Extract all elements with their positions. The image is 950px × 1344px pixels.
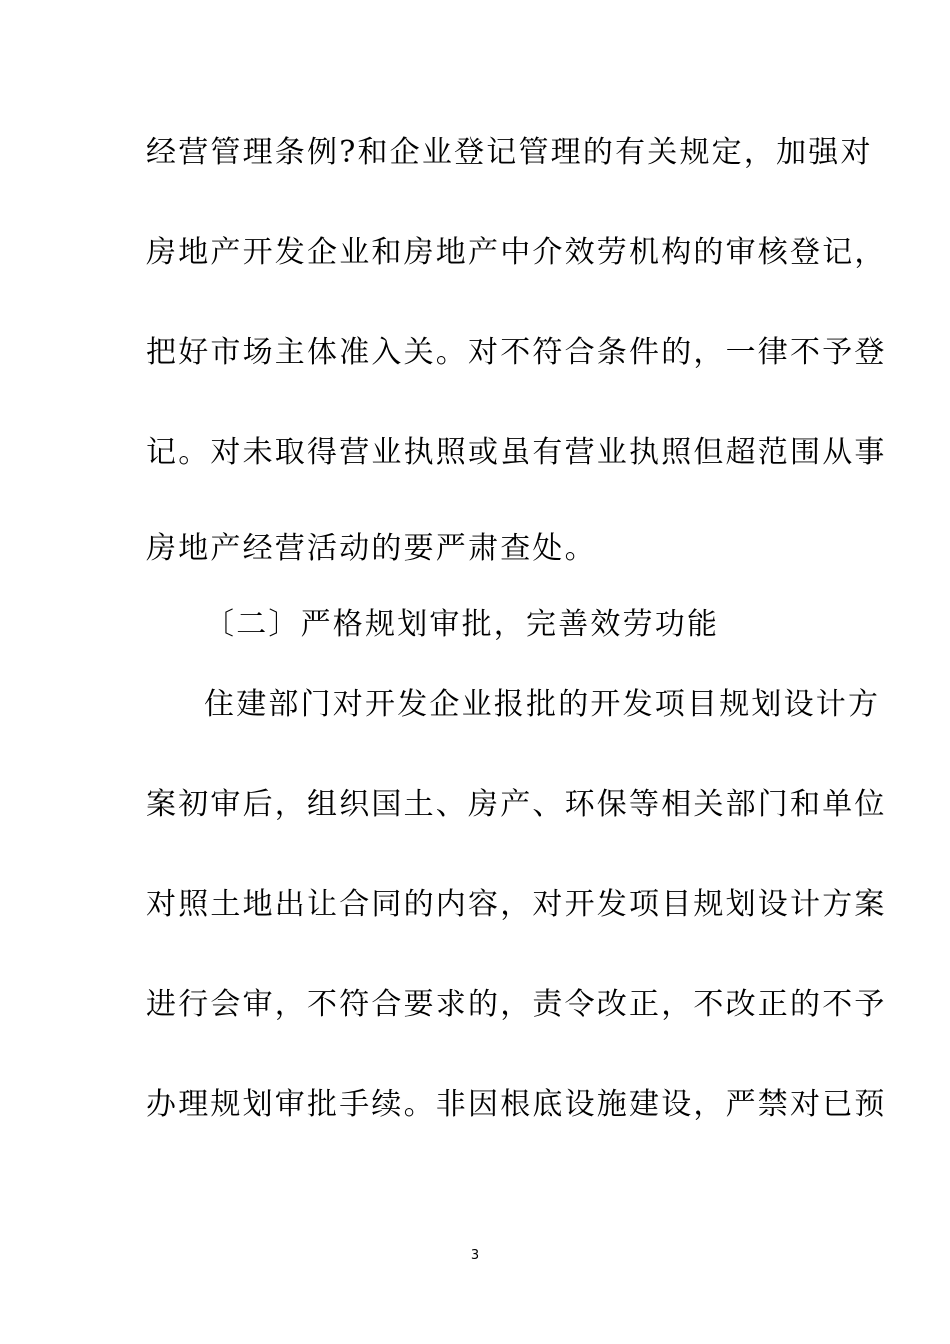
paragraph-line-4: 进行会审，不符合要求的，责令改正，不改正的不予 bbox=[146, 987, 887, 1022]
paragraph-line-3: 对照土地出让合同的内容，对开发项目规划设计方案 bbox=[146, 887, 887, 922]
paragraph-line-5: 办理规划审批手续。非因根底设施建设，严禁对已预 bbox=[146, 1087, 887, 1122]
body-text-line-3: 把好市场主体准入关。对不符合条件的，一律不予登 bbox=[146, 335, 887, 370]
section-heading: 〔二〕严格规划审批，完善效劳功能 bbox=[204, 607, 720, 642]
body-text-line-2: 房地产开发企业和房地产中介效劳机构的审核登记， bbox=[146, 235, 887, 270]
body-text-line-1: 经营管理条例?和企业登记管理的有关规定，加强对 bbox=[146, 135, 873, 170]
paragraph-line-1: 住建部门对开发企业报批的开发项目规划设计方 bbox=[204, 687, 881, 722]
paragraph-line-2: 案初审后，组织国土、房产、环保等相关部门和单位 bbox=[146, 787, 887, 822]
page-number: 3 bbox=[470, 1248, 480, 1263]
body-text-line-4: 记。对未取得营业执照或虽有营业执照但超范围从事 bbox=[146, 435, 887, 470]
body-text-line-5: 房地产经营活动的要严肃查处。 bbox=[146, 531, 597, 566]
